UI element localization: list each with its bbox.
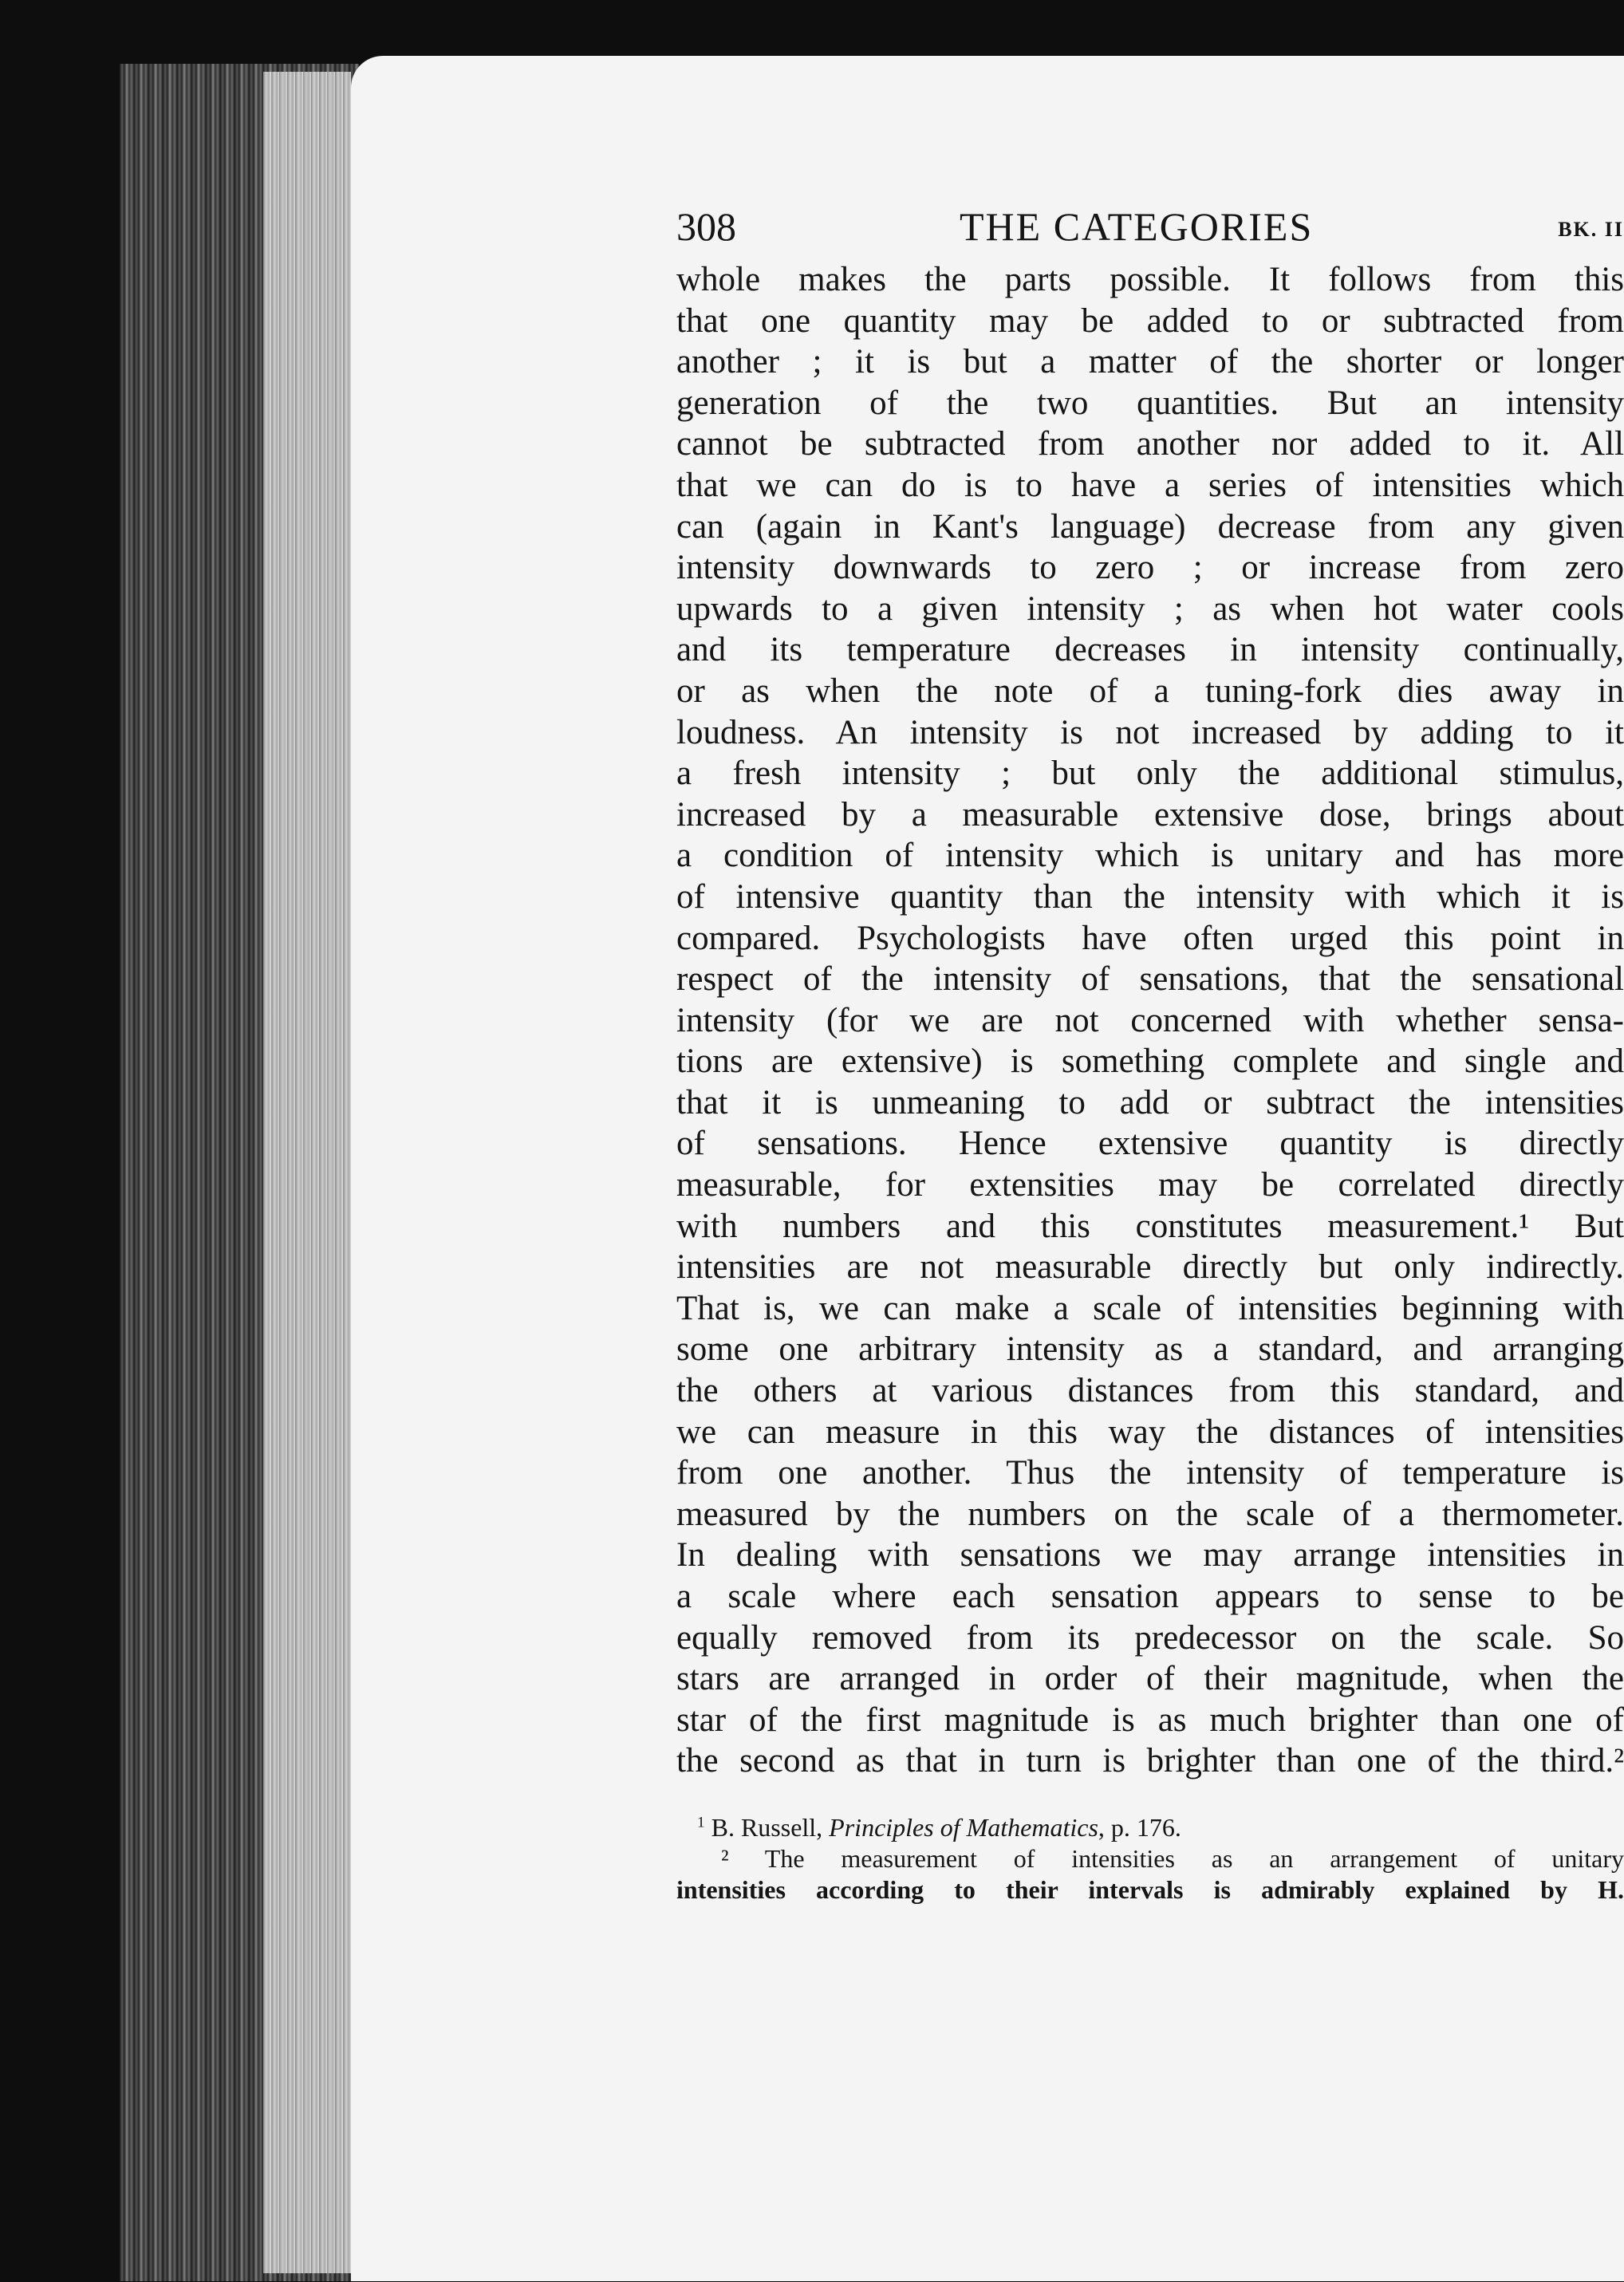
text-line: upwards to a given intensity ; as when hot water cools [676, 589, 1624, 628]
text-line: equally removed from its predecessor on the scale. So [676, 1618, 1624, 1657]
page-text-block [676, 203, 1624, 1906]
text-line: generation of the two quantities. But an intensity [676, 384, 1624, 422]
footnote-1-author: B. Russell, [711, 1812, 830, 1842]
text-line: stars are arranged in order of their magnitude, when the [676, 1660, 1624, 1698]
text-line: increased by a measurable extensive dose, brings about [676, 795, 1624, 834]
text-line: In dealing with sensations we may arrange intensities in [676, 1536, 1624, 1575]
text-line: and its temperature decreases in intensity continually, [676, 631, 1624, 669]
text-line: that one quantity may be added to or subtracted from [676, 302, 1624, 340]
text-line: with numbers and this constitutes measurement.¹ But [676, 1207, 1624, 1245]
footnote-1-title: Principles of Mathematics [829, 1812, 1098, 1842]
text-line: respect of the intensity of sensations, that the sensational [676, 960, 1624, 999]
text-line: from one another. Thus the intensity of temperature is [676, 1454, 1624, 1492]
text-line: intensity (for we are not concerned with whether sensa- [676, 1001, 1624, 1039]
text-line: a condition of intensity which is unitary and has more [676, 837, 1624, 875]
page-number: 308 [676, 204, 736, 249]
running-head [676, 203, 1624, 259]
text-line: the second as that in turn is brighter than one of the third.² [676, 1742, 1624, 1780]
text-line: we can measure in this way the distances of intensities [676, 1413, 1624, 1451]
footnote-2-line-2: intensities according to their intervals is admirably explained by H. [676, 1874, 1624, 1904]
text-line: cannot be subtracted from another nor added to it. All [676, 425, 1624, 463]
text-line: of sensations. Hence extensive quantity is directly [676, 1125, 1624, 1163]
text-line: intensities are not measurable directly but only indirectly. [676, 1248, 1624, 1287]
footnotes [676, 1812, 1624, 1906]
footnote-1 [676, 1812, 1624, 1843]
text-line: the others at various distances from this standard, and [676, 1372, 1624, 1410]
footnote-1-marker: 1 [697, 1814, 705, 1831]
running-title: THE CATEGORIES [960, 204, 1314, 249]
text-line: intensity downwards to zero ; or increase from zero [676, 549, 1624, 587]
text-line: tions are extensive) is something complete and single and [676, 1042, 1624, 1081]
text-line: compared. Psychologists have often urged this point in [676, 919, 1624, 957]
body-text [676, 259, 1624, 1782]
text-line: whole makes the parts possible. It follows from this [676, 261, 1624, 298]
text-line: another ; it is but a matter of the shorter or longer [676, 343, 1624, 381]
footnote-1-page: , p. 176. [1098, 1812, 1181, 1842]
text-line: loudness. An intensity is not increased by adding to it [676, 713, 1624, 751]
text-line: a scale where each sensation appears to sense to be [676, 1578, 1624, 1615]
book-page-edges [263, 72, 351, 2273]
text-line: measurable, for extensities may be correlated directly [676, 1166, 1624, 1204]
text-line: can (again in Kant's language) decrease from any given [676, 507, 1624, 546]
text-line: That is, we can make a scale of intensities beginning with [676, 1289, 1624, 1327]
text-line: of intensive quantity than the intensity with which it is [676, 877, 1624, 916]
text-line: star of the first magnitude is as much brighter than one of [676, 1701, 1624, 1739]
text-line: some one arbitrary intensity as a standard, and arranging [676, 1330, 1624, 1369]
text-line: or as when the note of a tuning-fork dies away in [676, 672, 1624, 710]
text-line: a fresh intensity ; but only the additional stimulus, [676, 755, 1624, 793]
text-line: that it is unmeaning to add or subtract the intensities [676, 1083, 1624, 1121]
book-indicator: BK. II [1558, 218, 1624, 241]
text-line: that we can do is to have a series of intensities which [676, 466, 1624, 504]
footnote-2-line-1: ² The measurement of intensities as an arrangement of unitary [721, 1843, 1624, 1873]
text-line: measured by the numbers on the scale of a thermometer. [676, 1495, 1624, 1533]
